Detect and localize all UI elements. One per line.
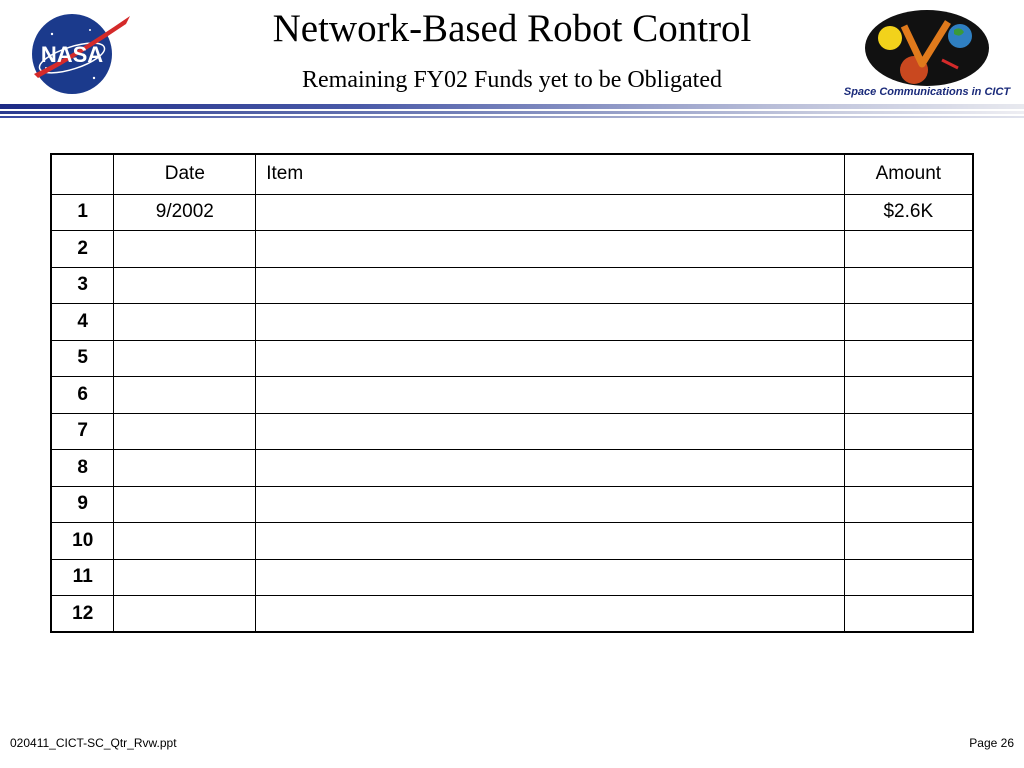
header-amount: Amount: [844, 154, 973, 194]
row-date: [114, 340, 256, 377]
row-item: [256, 304, 844, 341]
row-amount: [844, 450, 973, 487]
row-amount: [844, 267, 973, 304]
row-item: [256, 267, 844, 304]
row-item: [256, 413, 844, 450]
row-date: [114, 377, 256, 414]
row-date: [114, 596, 256, 633]
row-amount: [844, 559, 973, 596]
header-item: Item: [256, 154, 844, 194]
row-number: 4: [51, 304, 114, 341]
cict-logo-caption: Space Communications in CICT: [843, 86, 1011, 98]
table-header-row: [51, 154, 973, 194]
table-row: [51, 377, 973, 414]
row-number: 12: [51, 596, 114, 633]
row-item: [256, 596, 844, 633]
row-item: [256, 340, 844, 377]
row-date: 9/2002: [114, 194, 256, 231]
row-number: 2: [51, 231, 114, 268]
row-number: 3: [51, 267, 114, 304]
header-number: [51, 154, 114, 194]
row-date: [114, 486, 256, 523]
row-date: [114, 267, 256, 304]
table-row: [51, 304, 973, 341]
table-row: [51, 559, 973, 596]
row-amount: $2.6K: [844, 194, 973, 231]
header-date: Date: [114, 154, 256, 194]
row-item: [256, 486, 844, 523]
row-date: [114, 450, 256, 487]
row-amount: [844, 413, 973, 450]
row-item: [256, 231, 844, 268]
row-item: [256, 559, 844, 596]
row-amount: [844, 340, 973, 377]
row-amount: [844, 304, 973, 341]
row-item: [256, 377, 844, 414]
row-date: [114, 523, 256, 560]
table-row: [51, 486, 973, 523]
funds-table: [50, 153, 974, 633]
page-title: Network-Based Robot Control: [272, 7, 752, 50]
header-divider: [0, 104, 1024, 120]
row-number: 9: [51, 486, 114, 523]
table-row: [51, 231, 973, 268]
table-row: [51, 267, 973, 304]
cict-logo: [862, 8, 992, 88]
row-date: [114, 413, 256, 450]
row-number: 5: [51, 340, 114, 377]
row-amount: [844, 523, 973, 560]
row-number: 1: [51, 194, 114, 231]
row-number: 11: [51, 559, 114, 596]
page-subtitle: Remaining FY02 Funds yet to be Obligated: [302, 67, 722, 93]
table-row: [51, 340, 973, 377]
row-amount: [844, 231, 973, 268]
row-item: [256, 523, 844, 560]
row-number: 7: [51, 413, 114, 450]
row-amount: [844, 377, 973, 414]
table-row: [51, 596, 973, 633]
row-amount: [844, 596, 973, 633]
row-date: [114, 304, 256, 341]
row-number: 10: [51, 523, 114, 560]
row-item: [256, 450, 844, 487]
table-row: [51, 413, 973, 450]
row-date: [114, 231, 256, 268]
row-item: [256, 194, 844, 231]
footer-filename: 020411_CICT-SC_Qtr_Rvw.ppt: [10, 736, 177, 750]
row-number: 8: [51, 450, 114, 487]
row-date: [114, 559, 256, 596]
svg-text:NASA: NASA: [40, 42, 104, 67]
row-number: 6: [51, 377, 114, 414]
table-row: [51, 450, 973, 487]
row-amount: [844, 486, 973, 523]
table-row: [51, 523, 973, 560]
table-row: [51, 194, 973, 231]
footer-page-number: Page 26: [969, 736, 1014, 750]
